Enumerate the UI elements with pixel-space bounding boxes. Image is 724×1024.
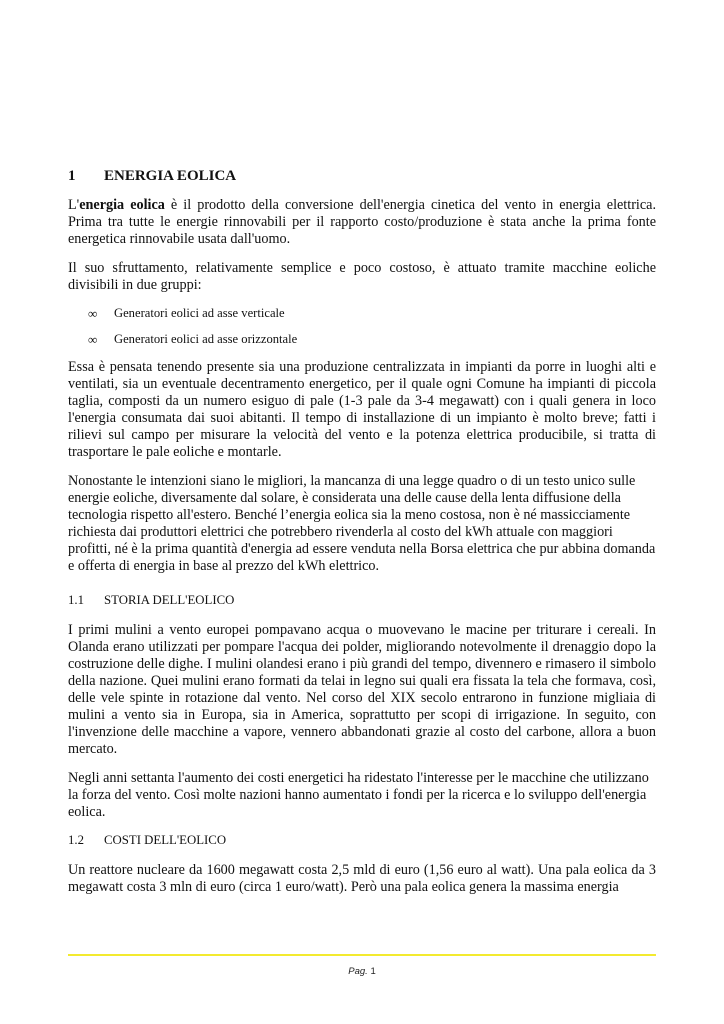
bullet-list <box>68 306 656 347</box>
chapter-heading <box>68 168 656 185</box>
footer-rule <box>68 954 656 956</box>
page-label: Pag. <box>348 966 368 977</box>
intro-bold-term: energia eolica <box>79 197 165 213</box>
section-number: 1.1 <box>68 593 84 607</box>
list-item <box>68 306 656 321</box>
section-title: COSTI DELL'EOLICO <box>104 833 227 847</box>
list-item-text: Generatori eolici ad asse orizzontale <box>114 332 298 346</box>
infinity-bullet-icon: ∞ <box>88 332 98 347</box>
chapter-number: 1 <box>68 168 76 184</box>
infinity-bullet-icon: ∞ <box>88 306 98 321</box>
paragraph: Nonostante le intenzioni siano le migliori, la mancanza di una legge quadro o di un testo unico sulle energie eoliche, diversamente dal solare, è considerata una delle cause della lenta diffusione della tecnologia rispetto all'estero. Benché l’energia eolica sia la meno costosa, non è né massicciamente richiesta dai produttori elettrici che potrebbero rivenderla al costo del kWh attuale con maggiori profitti, né è la prima quantità d'energia ad essere venduta nella Borsa elettrica che pur abbina domanda e offerta di energia in base al prezzo del kWh elettrico. <box>68 473 656 574</box>
paragraph: Un reattore nucleare da 1600 megawatt costa 2,5 mld di euro (1,56 euro al watt). Una pala eolica da 3 megawatt costa 3 mln di euro (circa 1 euro/watt). Però una pala eolica genera la massima energia <box>68 862 656 895</box>
section-number: 1.2 <box>68 833 84 847</box>
page-number <box>0 966 724 977</box>
page-content <box>68 168 656 908</box>
list-item <box>68 332 656 347</box>
section-heading-storia <box>68 593 656 608</box>
paragraph: Negli anni settanta l'aumento dei costi energetici ha ridestato l'interesse per le macchine che utilizzano la forza del vento. Così molte nazioni hanno aumentato i fondi per la ricerca e lo sviluppo dell'energia eolica. <box>68 770 649 820</box>
chapter-title: ENERGIA EOLICA <box>104 168 237 184</box>
page-number-value: 1 <box>370 966 376 977</box>
intro-paragraph <box>68 197 656 248</box>
paragraph: Essa è pensata tenendo presente sia una produzione centralizzata in impianti da porre in luoghi alti e ventilati, sia un eventuale decentramento energetico, per il quale ogni Comune ha impianti di piccola taglia, composti da un numero esiguo di pale (1-3 pale da 3-4 megawatt) con i quali genera in loco l'energia consumata dai suoi abitanti. Il tempo di installazione di un impianto è molto breve; fatti i rilievi sul campo per misurare la velocità del vento e la potenza elettrica producibile, si tratta di trasportare le pale eoliche e montarle. <box>68 359 656 460</box>
list-item-text: Generatori eolici ad asse verticale <box>114 306 285 320</box>
intro-rest: è il prodotto della conversione dell'energia cinetica del vento in energia elettrica. Prima tra tutte le energie rinnovabili per il rapporto costo/produzione è stata anche la prima fonte energetica rinnovabile usata dall'uomo. <box>68 197 657 247</box>
intro-lead: L' <box>68 197 80 213</box>
paragraph: I primi mulini a vento europei pompavano acqua o muovevano le macine per triturare i cereali. In Olanda erano utilizzati per pompare l'acqua dei polder, migliorando notevolmente il drenaggio dopo la costruzione delle dighe. I mulini olandesi erano i più grandi del tempo, divennero e rimasero il simbolo della nazione. Quei mulini erano formati da telai in legno sui quali era fissata la tela che formava, così, delle vele spinte in rotazione dal vento. Nel corso del XIX secolo entrarono in funzione migliaia di mulini a vento sia in Europa, sia in America, soprattutto per scopi di irrigazione. In seguito, con l'invenzione delle macchine a vapore, vennero abbandonati grazie al costo del carbone, allora a buon mercato. <box>68 622 656 757</box>
section-title: STORIA DELL'EOLICO <box>104 593 235 607</box>
section-heading-costi <box>68 833 656 848</box>
paragraph: Il suo sfruttamento, relativamente semplice e poco costoso, è attuato tramite macchine eoliche divisibili in due gruppi: <box>68 260 656 293</box>
